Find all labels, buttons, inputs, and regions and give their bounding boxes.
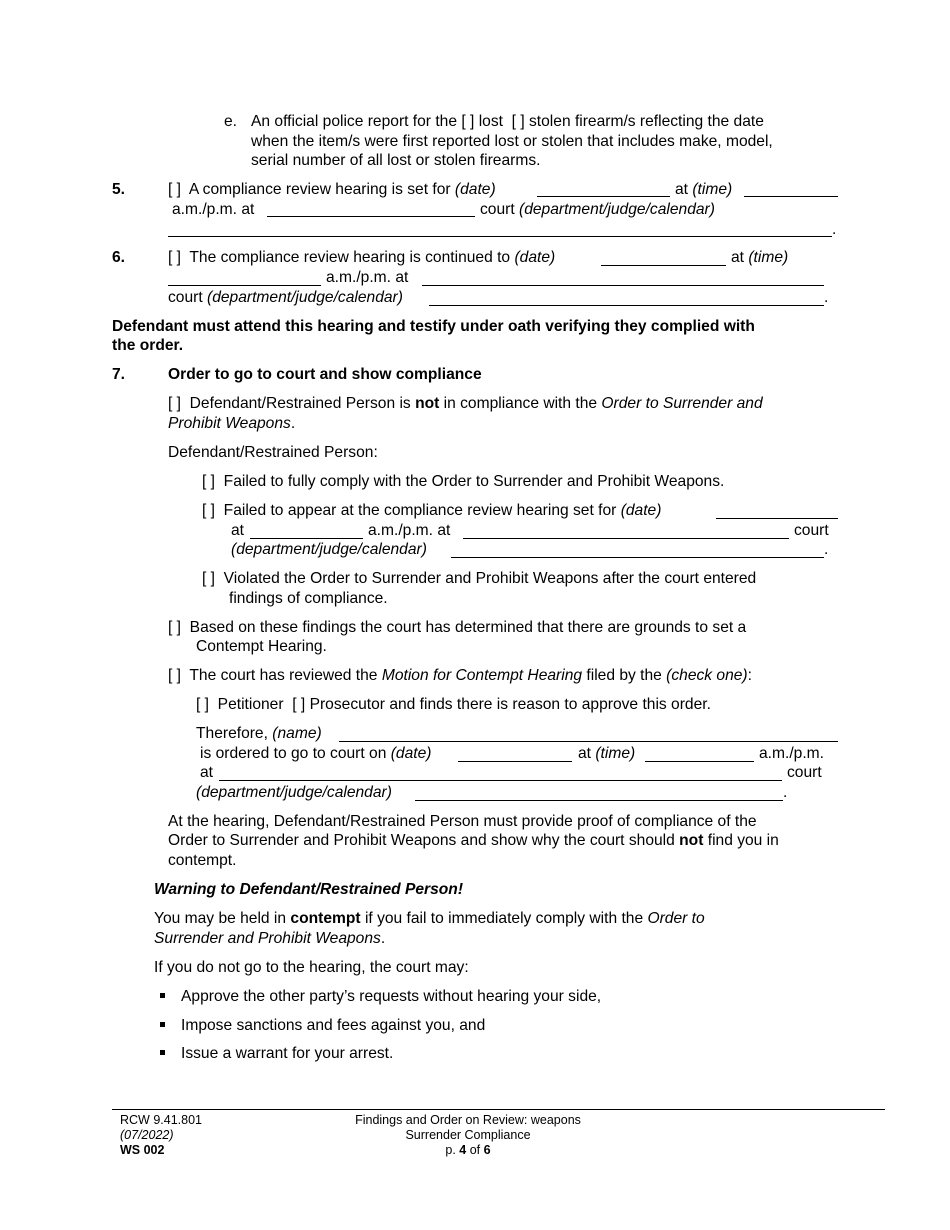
- footer-form-number: WS 002: [120, 1143, 165, 1157]
- violated-checkbox[interactable]: [ ]: [202, 570, 215, 587]
- item-7-number: 7.: [112, 366, 126, 383]
- failed-appear-line-1: [ ] Failed to appear at the compliance review hearing set for (date): [202, 502, 662, 519]
- grounds-line-2: Contempt Hearing.: [196, 638, 327, 655]
- item-5-department-field[interactable]: [168, 236, 832, 237]
- item-5-number: 5.: [112, 181, 126, 198]
- item-5-time-field[interactable]: [744, 196, 838, 197]
- item-6-time-field[interactable]: [168, 285, 321, 286]
- failed-appear-at-label: at: [231, 522, 245, 539]
- item-6-date-field[interactable]: [601, 265, 726, 266]
- grounds-checkbox[interactable]: [ ]: [168, 619, 181, 636]
- prosecutor-checkbox[interactable]: [ ]: [292, 696, 306, 713]
- attend-notice-line-2: the order.: [112, 337, 184, 354]
- bullet-icon: [160, 1050, 165, 1055]
- item-5-checkbox[interactable]: [ ]: [168, 181, 181, 198]
- warning-bullet-1: Approve the other party’s requests without hearing your side,: [181, 988, 602, 1005]
- warning-bullet-3: Issue a warrant for your arrest.: [181, 1045, 394, 1062]
- item-5-line-1: [ ] A compliance review hearing is set for (date): [168, 181, 496, 198]
- item-6-at-label: at (time): [731, 249, 789, 266]
- footer-rule: [112, 1109, 885, 1110]
- drp-label: Defendant/Restrained Person:: [168, 444, 378, 461]
- item-6-number: 6.: [112, 249, 126, 266]
- failed-comply-checkbox[interactable]: [ ]: [202, 473, 215, 490]
- failed-appear-court-label: court: [794, 522, 829, 539]
- lost-checkbox[interactable]: [ ]: [461, 113, 475, 130]
- item-5-court-label: court (department/judge/calendar): [480, 201, 715, 218]
- warning-bullet-2: Impose sanctions and fees against you, and: [181, 1017, 486, 1034]
- violated-line-2: findings of compliance.: [229, 590, 388, 607]
- grounds-line-1: [ ] Based on these findings the court has determined that there are grounds to set a: [168, 619, 747, 636]
- item-6-court-label: court (department/judge/calendar): [168, 289, 403, 306]
- hearing-proof-line-2: Order to Surrender and Prohibit Weapons and show why the court should not find you in: [168, 832, 779, 849]
- item-7-heading: Order to go to court and show compliance: [168, 366, 482, 383]
- failed-appear-time-field[interactable]: [250, 538, 363, 539]
- item-6-ampm-label: a.m./p.m. at: [326, 269, 409, 286]
- warning-line-1: You may be held in contempt if you fail to immediately comply with the Order to: [154, 910, 705, 927]
- item-6-checkbox[interactable]: [ ]: [168, 249, 181, 266]
- bullet-icon: [160, 1022, 165, 1027]
- ordered-time-field[interactable]: [645, 761, 754, 762]
- item-e-line-2: when the item/s were first reported lost or stolen that includes make, model,: [251, 133, 773, 150]
- footer-page-number: p. 4 of 6: [445, 1143, 491, 1157]
- item-e-marker: e.: [224, 113, 238, 130]
- ordered-date-field[interactable]: [458, 761, 572, 762]
- item-5-period: .: [832, 221, 837, 238]
- ordered-ampm-label: a.m./p.m.: [759, 745, 824, 762]
- hearing-proof-line-1: At the hearing, Defendant/Restrained Person must provide proof of compliance of the: [168, 813, 757, 830]
- therefore-name-field[interactable]: [339, 741, 838, 742]
- motion-reviewed-line: [ ] The court has reviewed the Motion for Contempt Hearing filed by the (check one):: [168, 667, 752, 684]
- item-6-department-field[interactable]: [429, 305, 824, 306]
- motion-reviewed-checkbox[interactable]: [ ]: [168, 667, 181, 684]
- hearing-proof-line-3: contempt.: [168, 852, 237, 869]
- failed-appear-date-field[interactable]: [716, 518, 838, 519]
- item-6-location-field[interactable]: [422, 285, 824, 286]
- ordered-location-field[interactable]: [219, 780, 782, 781]
- ordered-at-label: at (time): [578, 745, 636, 762]
- ordered-dept-label: (department/judge/calendar): [196, 784, 392, 801]
- item-5-ampm-label: a.m./p.m. at: [172, 201, 255, 218]
- footer-rcw: RCW 9.41.801: [120, 1113, 202, 1127]
- item-5-location-field[interactable]: [267, 216, 475, 217]
- item-6-period: .: [824, 289, 829, 306]
- not-in-compliance-line-2: Prohibit Weapons.: [168, 415, 296, 432]
- item-e-line-3: serial number of all lost or stolen firearms.: [251, 152, 541, 169]
- item-e-line-1: An official police report for the [ ] lost [ ] stolen firearm/s reflecting the date: [251, 113, 764, 130]
- petitioner-prosecutor-line: [ ] Petitioner [ ] Prosecutor and finds there is reason to approve this order.: [196, 696, 711, 713]
- footer-date: (07/2022): [120, 1128, 174, 1142]
- failed-appear-location-field[interactable]: [463, 538, 789, 539]
- ordered-department-field[interactable]: [415, 800, 783, 801]
- stolen-checkbox[interactable]: [ ]: [511, 113, 525, 130]
- failed-appear-dept-label: (department/judge/calendar): [231, 541, 427, 558]
- item-6-line-1: [ ] The compliance review hearing is continued to (date): [168, 249, 556, 266]
- warning-heading: Warning to Defendant/Restrained Person!: [154, 881, 464, 898]
- failed-appear-checkbox[interactable]: [ ]: [202, 502, 215, 519]
- not-in-compliance-checkbox[interactable]: [ ]: [168, 395, 181, 412]
- petitioner-checkbox[interactable]: [ ]: [196, 696, 209, 713]
- item-5-date-field[interactable]: [537, 196, 670, 197]
- ordered-at-label-2: at: [200, 764, 214, 781]
- violated-line-1: [ ] Violated the Order to Surrender and Prohibit Weapons after the court entered: [202, 570, 757, 587]
- failed-appear-period: .: [824, 541, 829, 558]
- failed-appear-ampm-label: a.m./p.m. at: [368, 522, 451, 539]
- footer-title-2: Surrender Compliance: [405, 1128, 531, 1142]
- ordered-court-label: court: [787, 764, 822, 781]
- bullet-icon: [160, 993, 165, 998]
- ordered-label: is ordered to go to court on (date): [200, 745, 432, 762]
- warning-intro: If you do not go to the hearing, the court may:: [154, 959, 469, 976]
- not-in-compliance-line-1: [ ] Defendant/Restrained Person is not in compliance with the Order to Surrender and: [168, 395, 763, 412]
- failed-comply-line: [ ] Failed to fully comply with the Order to Surrender and Prohibit Weapons.: [202, 473, 725, 490]
- warning-line-2: Surrender and Prohibit Weapons.: [154, 930, 386, 947]
- attend-notice-line-1: Defendant must attend this hearing and testify under oath verifying they complied with: [112, 318, 755, 335]
- footer-title-1: Findings and Order on Review: weapons: [355, 1113, 581, 1127]
- therefore-label: Therefore, (name): [196, 725, 322, 742]
- failed-appear-department-field[interactable]: [451, 557, 824, 558]
- ordered-period: .: [783, 784, 788, 801]
- item-5-at-label: at (time): [675, 181, 733, 198]
